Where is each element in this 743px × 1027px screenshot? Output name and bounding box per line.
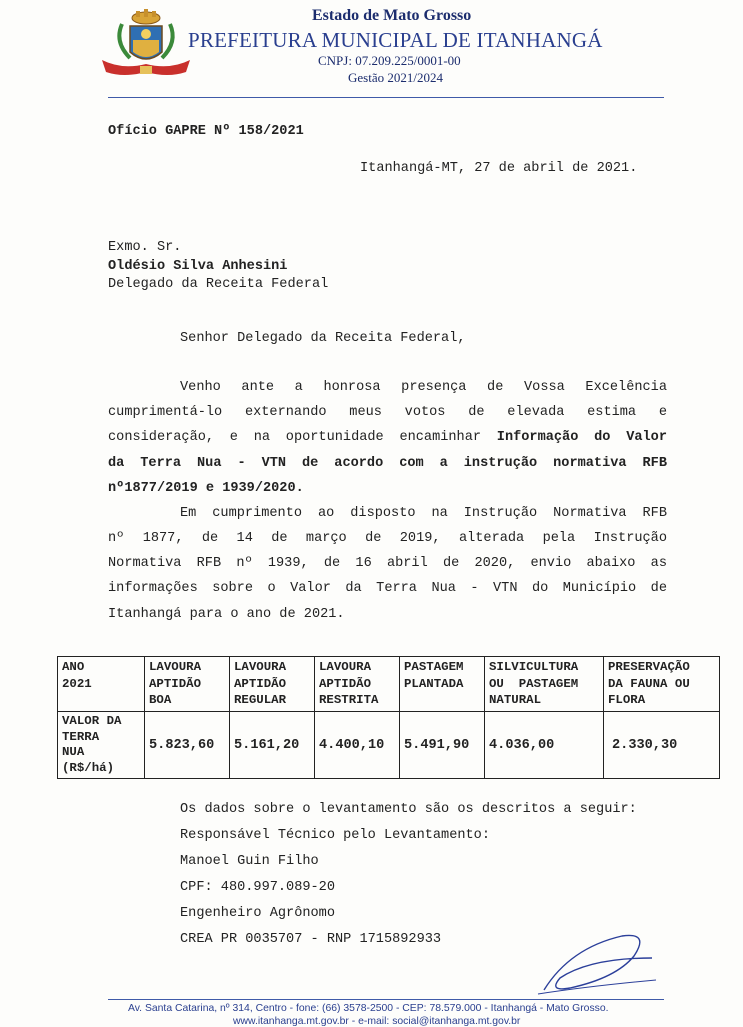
place-date: Itanhangá-MT, 27 de abril de 2021. — [360, 161, 638, 176]
state-name: Estado de Mato Grosso — [312, 7, 472, 24]
value-preservation: 2.330,30 — [604, 712, 720, 779]
value-crop-restricted: 4.400,10 — [315, 712, 400, 779]
survey-profession: Engenheiro Agrônomo — [180, 906, 335, 921]
recipient-name: Oldésio Silva Anhesini — [108, 259, 288, 274]
value-pasture: 5.491,90 — [400, 712, 485, 779]
footer-address: Av. Santa Catarina, nº 314, Centro - fone: (66) 3578-2500 - CEP: 78.579.000 - Itanhangá - Mato Grosso. — [128, 1003, 609, 1014]
salutation-prefix: Exmo. Sr. — [108, 240, 182, 255]
paragraph1-line3 — [108, 430, 667, 445]
recipient-title: Delegado da Receita Federal — [108, 277, 329, 292]
greeting: Senhor Delegado da Receita Federal, — [180, 331, 466, 346]
header-crop-restricted: LAVOURA APTIDÃO RESTRITA — [315, 657, 400, 712]
management-term: Gestão 2021/2024 — [348, 70, 443, 85]
header-preservation: PRESERVAÇÃO DA FAUNA OU FLORA — [604, 657, 720, 712]
survey-cpf: CPF: 480.997.089-20 — [180, 880, 335, 895]
cnpj: CNPJ: 07.209.225/0001-00 — [318, 53, 461, 68]
header-crop-regular: LAVOURA APTIDÃO REGULAR — [230, 657, 315, 712]
footer-web-email: www.itanhanga.mt.gov.br - e-mail: social@itanhanga.mt.gov.br — [233, 1016, 521, 1027]
value-silviculture: 4.036,00 — [485, 712, 604, 779]
paragraph1-line4: da Terra Nua - VTN de acordo com a instrução normativa RFB — [108, 456, 667, 471]
paragraph2-line5: Itanhangá para o ano de 2021. — [108, 607, 345, 622]
value-crop-good: 5.823,60 — [145, 712, 230, 779]
survey-name: Manoel Guin Filho — [180, 854, 319, 869]
survey-responsible-label: Responsável Técnico pelo Levantamento: — [180, 828, 490, 843]
header-silviculture: SILVICULTURA OU PASTAGEM NATURAL — [485, 657, 604, 712]
value-crop-regular: 5.161,20 — [230, 712, 315, 779]
footer-rule — [108, 999, 664, 1000]
vtn-table — [57, 656, 720, 779]
header-year: ANO 2021 — [58, 657, 145, 712]
header-crop-good: LAVOURA APTIDÃO BOA — [145, 657, 230, 712]
paragraph2-line2: nº 1877, de 14 de março de 2019, alterada pela Instrução — [108, 531, 667, 546]
paragraph1-line1: Venho ante a honrosa presença de Vossa Excelência — [180, 380, 667, 395]
coat-of-arms — [96, 6, 196, 82]
table-values-row — [58, 712, 720, 779]
row-label-land-value: VALOR DA TERRA NUA (R$/há) — [58, 712, 145, 779]
paragraph2-line1: Em cumprimento ao disposto na Instrução Normativa RFB — [180, 506, 667, 521]
survey-intro: Os dados sobre o levantamento são os descritos a seguir: — [180, 802, 637, 817]
table-header-row — [58, 657, 720, 712]
signature — [530, 928, 660, 998]
prefecture-name: PREFEITURA MUNICIPAL DE ITANHANGÁ — [188, 28, 603, 52]
header-rule — [108, 97, 664, 98]
paragraph1-line3-bold: Informação do Valor — [496, 430, 667, 445]
paragraph2-line4: informações sobre o Valor da Terra Nua - VTN do Município de — [108, 581, 667, 596]
paragraph1-line5: nº1877/2019 e 1939/2020. — [108, 481, 304, 496]
paragraph1-line2: cumprimentá-lo externando meus votos de elevada estima e — [108, 405, 667, 420]
paragraph2-line3: Normativa RFB nº 1939, de 16 abril de 2020, envio abaixo as — [108, 556, 667, 571]
paragraph1-line3-plain: consideração, e na oportunidade encaminhar — [108, 430, 497, 445]
office-number: Ofício GAPRE Nº 158/2021 — [108, 124, 304, 139]
survey-registry: CREA PR 0035707 - RNP 1715892933 — [180, 932, 442, 947]
header-pasture: PASTAGEM PLANTADA — [400, 657, 485, 712]
